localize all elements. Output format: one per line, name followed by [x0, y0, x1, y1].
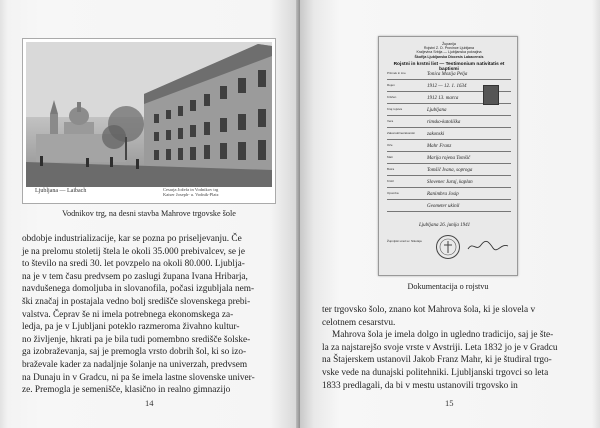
- field-value: Geometer ukinil: [427, 204, 460, 209]
- document-field: [387, 179, 511, 188]
- document-field: [387, 167, 511, 176]
- field-label: Mati: [387, 155, 393, 159]
- document-field: [387, 107, 511, 116]
- document-header-line: Rojstni Z. D. Province Ljubljana: [423, 46, 475, 51]
- field-label: Kraj rojstva: [387, 107, 403, 111]
- left-body-text: [22, 233, 276, 397]
- body-line: ški značaj in postajala vedno bolj središče slovenskega prebi-: [22, 296, 251, 307]
- photo-caption: Vodnikov trg, na desni stavba Mahrove trgovske šole: [62, 209, 236, 218]
- field-label: Oče: [387, 143, 393, 147]
- document-title: Rojstni in krstni list — Testimonium nativitatis et baptismi: [393, 62, 505, 72]
- vodnikov-trg-photo: [22, 38, 276, 204]
- document-header-line: Kraljevina Srbija — Ljubljanska pokrajina: [416, 50, 482, 55]
- page-number-left: 14: [145, 398, 154, 408]
- document-header: [385, 42, 513, 59]
- body-line: Mahrova šola je imela dolgo in ugledno tradicijo, saj je šte-: [332, 330, 554, 341]
- document-header-line: Županija: [442, 42, 456, 46]
- photo-caption-right: [163, 187, 219, 197]
- body-line: to število na sredi 30. let povzpelo na okoli 80.000. Ljublja-: [22, 259, 245, 270]
- document-field: [387, 71, 511, 80]
- photo-image: [26, 42, 272, 187]
- document-field: [387, 143, 511, 152]
- page-number-right: 15: [445, 398, 454, 408]
- right-body-text: [322, 304, 576, 392]
- body-line: celotnem cesarstvu.: [322, 317, 396, 328]
- birth-certificate-document: [378, 36, 518, 276]
- document-field: [387, 131, 511, 140]
- right-page: [300, 0, 600, 428]
- field-label: Vera: [387, 119, 394, 123]
- field-label: Priimek in ime: [387, 71, 406, 75]
- field-value: Tonica Mozija Pelja: [427, 72, 468, 77]
- body-line: navdušenega domoljuba in slovanofila, počasi izgubljala nem-: [22, 284, 255, 295]
- body-line: valstva. Čeprav še ni imela potrebnega ekonomskega za-: [22, 309, 234, 320]
- document-field: [387, 191, 511, 200]
- body-line: ga izobraževanja, saj je premogla vrsto dobrih šol, ki so izo-: [22, 347, 247, 358]
- document-header-right: Škofija Ljubljanska Diocesis Labacensis: [414, 54, 484, 59]
- field-value: Ranimbra Josip: [427, 192, 459, 197]
- field-value: 1912 — 12. 1. 1634: [427, 84, 467, 89]
- field-label: Krščen: [387, 95, 397, 99]
- field-value: Tomšič Ivana, soproga: [427, 168, 473, 173]
- body-line: ze. Premogla je semenišče, klasično in realno gimnazijo: [22, 385, 231, 396]
- body-line: na Dunaju in v Gradcu, ni pa še imela lastne slovenske univer-: [22, 372, 255, 383]
- field-value: 1912 13. marca: [427, 96, 459, 101]
- field-value: rimsko-katoliška: [427, 120, 461, 125]
- body-line: je na prelomu stoletij štela le okoli 35.000 prebivalcev, se je: [22, 246, 245, 257]
- photo-caption-right-line1: Cesarja Jožefa in Vodnikov trg: [163, 187, 219, 192]
- body-line: no življenje, hkrati pa je bila tudi pomembno središče šolske-: [22, 334, 251, 345]
- document-footer: Župnijski urad sv. Nikolaja: [387, 239, 422, 243]
- body-line: la za najstarejšo svoje vrste v Avstriji. Leta 1832 jo je v Gradcu: [322, 342, 558, 353]
- field-label: Opomba: [387, 191, 399, 195]
- field-label: Botra: [387, 167, 395, 171]
- field-value: Slovenec Juraj, kaplan: [427, 180, 473, 185]
- field-value: zakonski: [427, 132, 445, 137]
- body-line: obdobje industrializacije, kar se pozna po priseljevanju. Če: [22, 234, 242, 244]
- photo-caption-right-line2: Kaiser Joseph- u. Vodnik-Platz: [163, 192, 219, 197]
- document-caption: Dokumentacija o rojstvu: [407, 282, 489, 291]
- field-label: Zakonski/nezakonski: [387, 131, 415, 135]
- field-value: Ljubljana: [427, 108, 447, 113]
- photo-caption-left: Ljubljana — Laibach: [35, 188, 87, 194]
- body-line: ledja, pa je v Ljubljani poteklo razmeroma živahno kultur-: [22, 322, 240, 333]
- field-label: Rojen: [387, 83, 395, 87]
- body-line: 1833 predlagali, da bi v mestu ustanovili trgovsko in: [322, 380, 518, 391]
- document-date: Ljubljana 26. junija 1941: [419, 223, 471, 228]
- body-line: na Štajerskem ustanovil Jakob Franz Mahr, ki je študiral trgo-: [322, 355, 552, 366]
- signature-icon: [467, 239, 509, 253]
- body-line: na je v tem času predvsem po zaslugi župana Ivana Hribarja,: [22, 271, 248, 282]
- document-field: [387, 203, 511, 212]
- document-field: [387, 119, 511, 128]
- parish-seal-icon: [435, 234, 461, 260]
- street-scene-illustration: [26, 42, 272, 187]
- field-value: Mahr Franz: [427, 144, 452, 149]
- field-label: Krstil: [387, 179, 394, 183]
- body-line: braževale kader za nadaljnje šolanje na univerzah, predvsem: [22, 359, 248, 370]
- field-value: Marija rojena Tomšič: [427, 156, 471, 161]
- body-line: ter trgovsko šolo, znano kot Mahrova šola, ki je slovela v: [322, 305, 536, 315]
- body-line: vske vede na dunajski politehniki. Ljubljanski trgovci so leta: [322, 367, 549, 378]
- document-field: [387, 155, 511, 164]
- revenue-stamp: [483, 85, 499, 105]
